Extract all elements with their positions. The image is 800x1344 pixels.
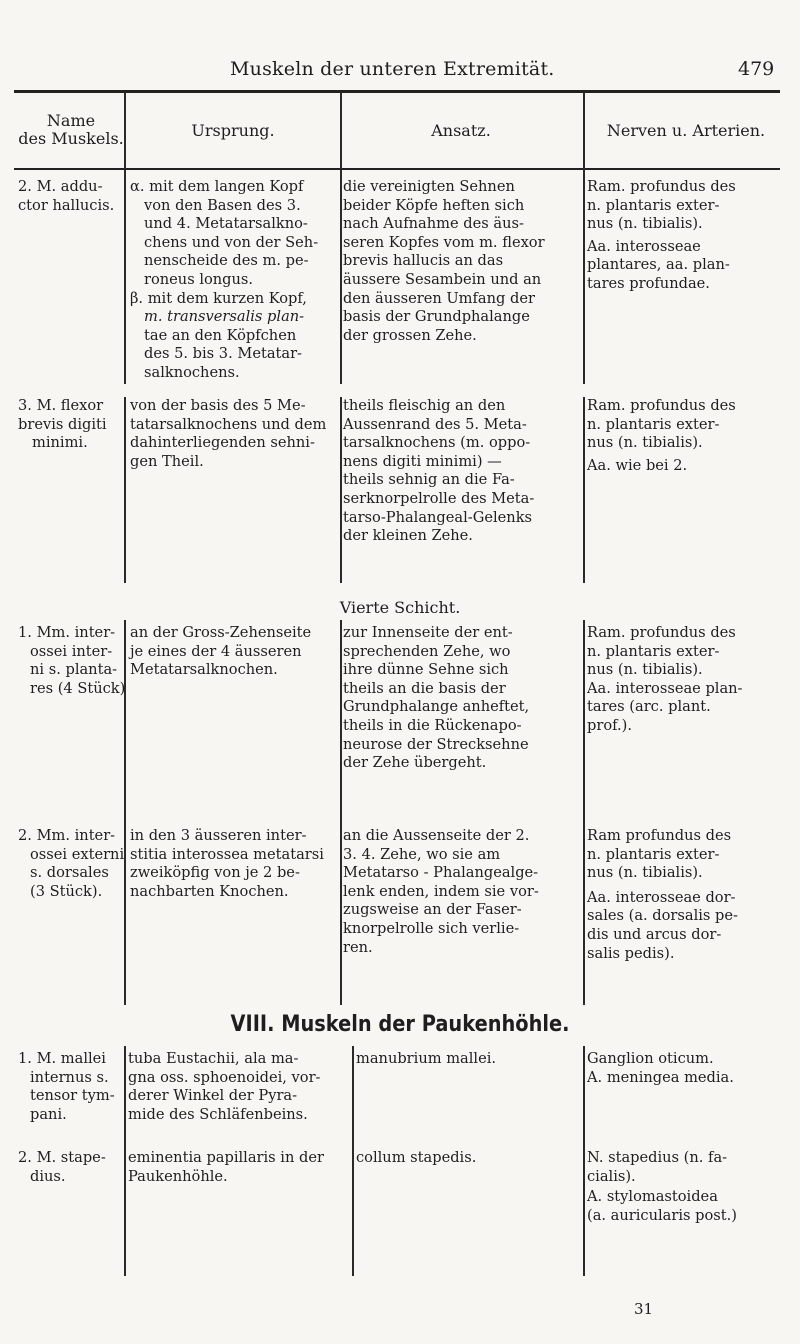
table-header-rule — [14, 168, 780, 170]
row-ursprung-interossei-externi: in den 3 äusseren inter- stitia interossea metatarsi zweiköpfig von je 2 be- nachbarten Knochen. — [130, 827, 324, 900]
row-nerven-stapedius: N. stapedius (n. fa- cialis). A. stylomastoidea (a. auricularis post.) — [587, 1149, 737, 1224]
row-name-adductor: 2. M. addu- ctor hallucis. — [18, 178, 115, 214]
row-name-stapedius: 2. M. stape- dius. — [18, 1149, 106, 1185]
column-divider — [340, 92, 342, 384]
page-number: 479 — [738, 58, 775, 80]
row-ursprung-adductor: α. mit dem langen Kopf von den Basen des 3. und 4. Metatarsalkno- chens und von der Seh- nenscheide des m. pe- roneus longus. β. mit dem kurzen Kopf, m. transversalis plan- tae an den Köpfchen des 5. bis 3. Metatar- salknochens. — [130, 178, 319, 381]
row-ansatz-adductor: die vereinigten Sehnen beider Köpfe heften sich nach Aufnahme des äus- seren Kopfes vom m. flexor brevis hallucis an das äussere Sesambein und an den äusseren Umfang der basis der Grundphalange der grossen Zehe. — [343, 178, 545, 344]
row-nerven-flexor: Ram. profundus des n. plantaris exter- nus (n. tibialis). Aa. wie bei 2. — [587, 397, 736, 474]
column-divider — [340, 620, 342, 1005]
row-name-interossei-externi: 2. Mm. inter- ossei externi s. dorsales (3 Stück). — [18, 827, 125, 900]
signature-mark: 31 — [634, 1300, 654, 1318]
column-header-nerven: Nerven u. Arterien. — [606, 121, 766, 140]
row-ansatz-interossei-interni: zur Innenseite der ent- sprechenden Zehe, wo ihre dünne Sehne sich theils an die basis der Grundphalange anheftet, theils in die Rückenapo- neurose der Strecksehne der Zehe übergeht. — [343, 624, 530, 772]
row-ansatz-stapedius: collum stapedis. — [356, 1149, 477, 1166]
column-divider — [124, 1046, 126, 1276]
row-nerven-interossei-interni: Ram. profundus des n. plantaris exter- nus (n. tibialis). Aa. interosseae plan- tares (arc. plant. prof.). — [587, 624, 743, 734]
row-ansatz-tensor-tympani: manubrium mallei. — [356, 1050, 497, 1067]
row-name-interossei-interni: 1. Mm. inter- ossei inter- ni s. planta- res (4 Stück) — [18, 624, 126, 697]
column-divider — [583, 1046, 585, 1276]
column-divider — [583, 397, 585, 583]
column-divider — [124, 620, 126, 1005]
column-divider — [583, 92, 585, 384]
column-divider — [583, 620, 585, 1005]
row-nerven-interossei-externi: Ram profundus des n. plantaris exter- nus (n. tibialis). Aa. interosseae dor- sales (a. dorsalis pe- dis und arcus dor- salis pedis). — [587, 827, 738, 962]
row-ursprung-interossei-interni: an der Gross-Zehenseite je eines der 4 äusseren Metatarsalknochen. — [130, 624, 312, 679]
column-header-name: Name des Muskels. — [18, 111, 124, 148]
section-heading-viii: VIII. Muskeln der Paukenhöhle. — [230, 1012, 570, 1037]
column-header-ursprung: Ursprung. — [191, 121, 275, 140]
column-divider — [352, 1046, 354, 1276]
row-name-tensor-tympani: 1. M. mallei internus s. tensor tym- pani. — [18, 1050, 115, 1123]
column-header-ansatz: Ansatz. — [431, 121, 491, 140]
row-ansatz-interossei-externi: an die Aussenseite der 2. 3. 4. Zehe, wo sie am Metatarso - Phalangealge- lenk enden, indem sie vor- zugsweise an der Faser- knorpelrolle sich verlie- ren. — [343, 827, 539, 956]
column-divider — [124, 92, 126, 384]
row-name-flexor: 3. M. flexor brevis digiti minimi. — [18, 397, 107, 452]
running-header: Muskeln der unteren Extremität. — [230, 58, 555, 80]
column-divider — [340, 397, 342, 583]
row-ansatz-flexor: theils fleischig an den Aussenrand des 5. Meta- tarsalknochens (m. oppo- nens digiti minimi) — theils sehnig an die Fa- serknorpelrolle des Meta- tarso-Phalangeal-Gelenks der kleinen Zehe. — [343, 397, 535, 545]
table-top-rule — [14, 90, 780, 93]
row-ursprung-tensor-tympani: tuba Eustachii, ala ma- gna oss. sphoenoidei, vor- derer Winkel der Pyra- mide des Schläfenbeins. — [128, 1050, 321, 1123]
row-ursprung-stapedius: eminentia papillaris in der Paukenhöhle. — [128, 1149, 324, 1185]
column-divider — [124, 397, 126, 583]
section-heading-vierte-schicht: Vierte Schicht. — [339, 598, 461, 617]
row-nerven-adductor: Ram. profundus des n. plantaris exter- nus (n. tibialis). Aa. interosseae plantares, aa. plan- tares profundae. — [587, 178, 736, 292]
row-nerven-tensor-tympani: Ganglion oticum. A. meningea media. — [587, 1050, 734, 1086]
row-ursprung-flexor: von der basis des 5 Me- tatarsalknochens und dem dahinterliegenden sehni- gen Theil. — [130, 397, 327, 470]
